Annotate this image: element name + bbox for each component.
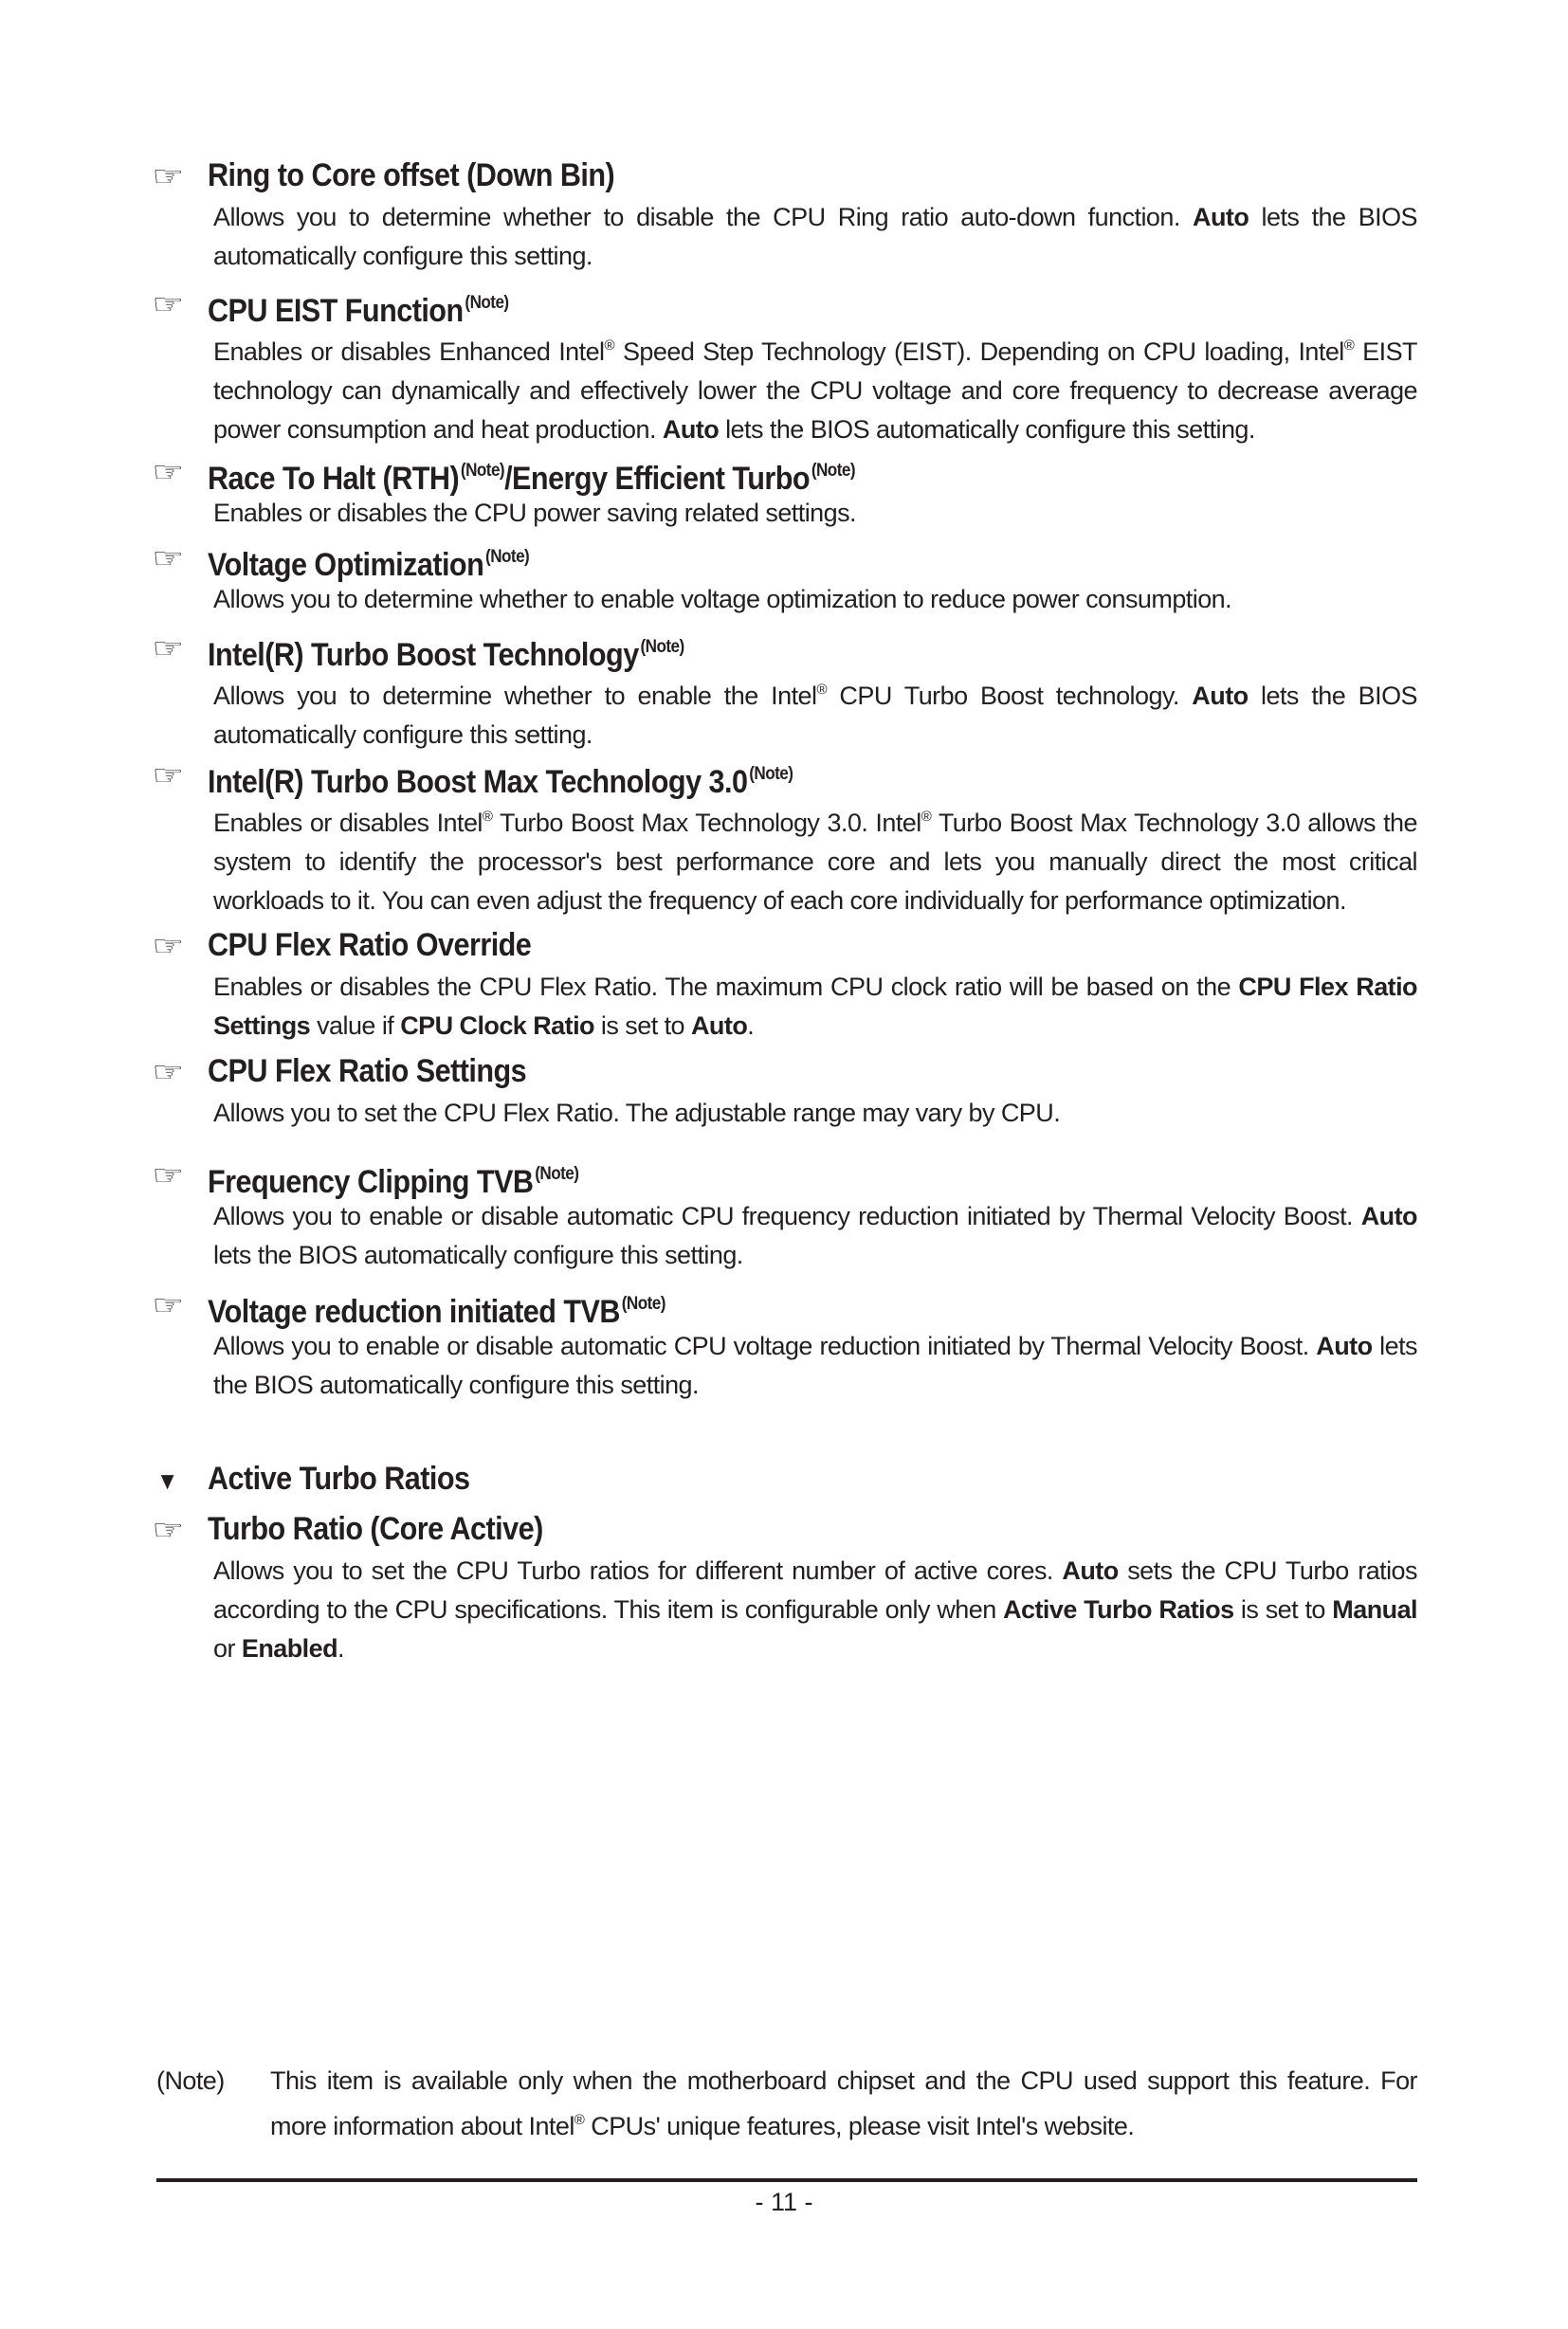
bold-term: Manual [1332,1595,1417,1624]
setting-title-text: Ring to Core offset (Down Bin) [208,157,615,193]
triangle-down-icon: ▼ [156,1466,178,1495]
text-run: or [213,1634,242,1663]
bold-term: CPU Clock Ratio [400,1011,594,1040]
setting-item [152,627,1417,755]
text-run: is set to [593,1011,691,1040]
registered-mark: ® [604,337,615,354]
setting-title [152,627,1291,673]
note-superscript: (Note) [485,547,530,567]
text-run: Allows you to determine whether to enable the Intel [213,682,817,710]
setting-item [152,924,1417,1046]
setting-title-text: Race To Halt (RTH) [208,461,460,497]
setting-title [152,537,1291,583]
bold-term: Auto [662,415,720,444]
text-run: CPUs' unique features, please visit Intel's website. [584,2112,1135,2140]
setting-title [156,1458,1291,1500]
text-run: . [747,1011,755,1040]
text-run: value if [310,1011,401,1040]
bold-term: Active Turbo Ratios [1003,1595,1234,1624]
setting-title-text: Voltage Optimization [208,547,484,583]
setting-title [152,1154,1291,1200]
setting-item [152,1050,1417,1133]
setting-title [152,754,1291,800]
setting-description [213,494,1417,533]
text-run: Allows you to determine whether to enable voltage optimization to reduce power consumption. [213,585,1232,613]
pointing-hand-icon: ☞ [152,161,184,192]
text-run: is set to [1233,1595,1333,1624]
text-run: Allows you to set the CPU Flex Ratio. The adjustable range may vary by CPU. [213,1099,1061,1127]
bold-term: Auto [1192,682,1249,710]
text-run: This item is available only when the motherboard chipset and the CPU used support this feature. For more information about Intel [270,2066,1417,2140]
text-run: sets the CPU Turbo ratios according to the CPU specifications. This item is configurable only when [213,1556,1417,1624]
bold-term: Auto [1193,203,1249,231]
bold-term: Auto [1360,1202,1417,1230]
text-run: Enables or disables the CPU power saving related settings. [213,499,856,527]
setting-description [213,198,1417,276]
text-run: Allows you to determine whether to disable the CPU Ring ratio auto-down function. [213,203,1194,231]
footnote-label: (Note) [156,2066,225,2095]
setting-title [152,450,1291,497]
text-run: Allows you to enable or disable automatic CPU voltage reduction initiated by Thermal Velocity Boost. [213,1332,1317,1360]
setting-description [213,1552,1417,1668]
text-run: Turbo Boost Max Technology 3.0 allows the system to identify the processor's best performance core and lets you manually direct the most critical workloads to it. You can even adjust the frequency of each core individually for performance optimization. [213,809,1417,915]
pointing-hand-icon: ☞ [152,457,184,488]
note-superscript: (Note) [621,1294,665,1314]
bold-term: Auto [1316,1332,1373,1360]
setting-title-text: CPU Flex Ratio Settings [208,1053,527,1089]
text-run: Allows you to set the CPU Turbo ratios for different number of active cores. [213,1556,1063,1585]
registered-mark: ® [1343,337,1355,354]
pointing-hand-icon: ☞ [152,633,184,664]
setting-item [152,450,1417,533]
text-run: lets the BIOS automatically configure this setting. [213,203,1418,270]
pointing-hand-icon: ☞ [152,1515,184,1546]
pointing-hand-icon: ☞ [152,760,184,791]
footnote [156,2062,1417,2146]
text-run: Enables or disables Enhanced Intel [213,337,605,366]
text-run: Enables or disables the CPU Flex Ratio. The maximum CPU clock ratio will be based on the [213,973,1239,1001]
setting-item [152,1508,1417,1668]
pointing-hand-icon: ☞ [152,931,184,962]
text-run: lets the BIOS automatically configure this setting. [213,682,1417,749]
setting-title-text: Intel(R) Turbo Boost Max Technology 3.0 [208,764,748,800]
setting-title [152,155,1291,196]
registered-mark: ® [816,682,827,698]
pointing-hand-icon: ☞ [152,543,184,574]
text-run: lets the BIOS automatically configure this setting. [213,1241,743,1269]
setting-description [213,326,1417,449]
setting-title-text: CPU Flex Ratio Override [208,927,532,963]
pointing-hand-icon: ☞ [152,1160,184,1192]
setting-title [152,1050,1291,1092]
note-superscript: (Note) [535,1164,579,1184]
pointing-hand-icon: ☞ [152,1057,184,1088]
setting-item [156,1458,1417,1500]
registered-mark: ® [482,809,493,825]
note-superscript: (Note) [640,637,684,657]
footnote-text [270,2062,1417,2146]
setting-title-text: Turbo Ratio (Core Active) [208,1511,543,1547]
text-run: lets the BIOS automatically configure this setting. [213,1332,1417,1399]
setting-title-text: CPU EIST Function [208,293,464,329]
setting-description [213,968,1417,1046]
bold-term: CPU Flex Ratio Settings [213,973,1417,1040]
setting-description [213,670,1417,755]
footer-rule [156,2178,1417,2182]
setting-title [152,924,1291,966]
setting-title [152,282,1291,329]
text-run: Allows you to enable or disable automatic CPU frequency reduction initiated by Thermal Velocity Boost. [213,1202,1361,1230]
note-superscript: (Note) [465,293,509,313]
setting-description [213,1094,1417,1133]
page-number: - 11 - [755,2188,813,2216]
text-run: Speed Step Technology (EIST). Depending on CPU loading, Intel [614,337,1344,366]
pointing-hand-icon: ☞ [152,1290,184,1321]
setting-description [213,797,1417,920]
setting-item [152,282,1417,449]
text-run: Enables or disables Intel [213,809,483,837]
setting-item [152,754,1417,920]
setting-title-text: Voltage reduction initiated TVB [208,1294,620,1330]
text-run: CPU Turbo Boost technology. [826,682,1193,710]
pointing-hand-icon: ☞ [152,289,184,320]
registered-mark: ® [921,809,932,825]
setting-description [213,580,1417,619]
setting-item [152,1283,1417,1405]
setting-title-text: Active Turbo Ratios [208,1461,470,1497]
setting-title-text: Intel(R) Turbo Boost Technology [208,637,639,673]
registered-mark: ® [574,2112,585,2128]
note-superscript: (Note) [749,764,793,784]
bold-term: Auto [690,1011,748,1040]
setting-description [213,1197,1417,1275]
setting-title-text: Frequency Clipping TVB [208,1164,534,1200]
setting-item [152,155,1418,276]
note-superscript: (Note) [460,461,505,481]
text-run: . [337,1634,344,1663]
text-run: EIST technology can dynamically and effectively lower the CPU voltage and core frequency to decrease average power consumption and heat production. [213,337,1417,444]
bold-term: Auto [1062,1556,1119,1585]
text-run: Turbo Boost Max Technology 3.0. Intel [492,809,921,837]
note-superscript: (Note) [811,461,855,481]
setting-title-text: /Energy Efficient Turbo [504,461,811,497]
setting-title [152,1508,1291,1550]
bold-term: Enabled [241,1634,338,1663]
setting-title [152,1283,1291,1330]
setting-description [213,1327,1417,1405]
setting-item [152,1154,1417,1275]
text-run: lets the BIOS automatically configure this setting. [719,415,1255,444]
setting-item [152,537,1417,619]
